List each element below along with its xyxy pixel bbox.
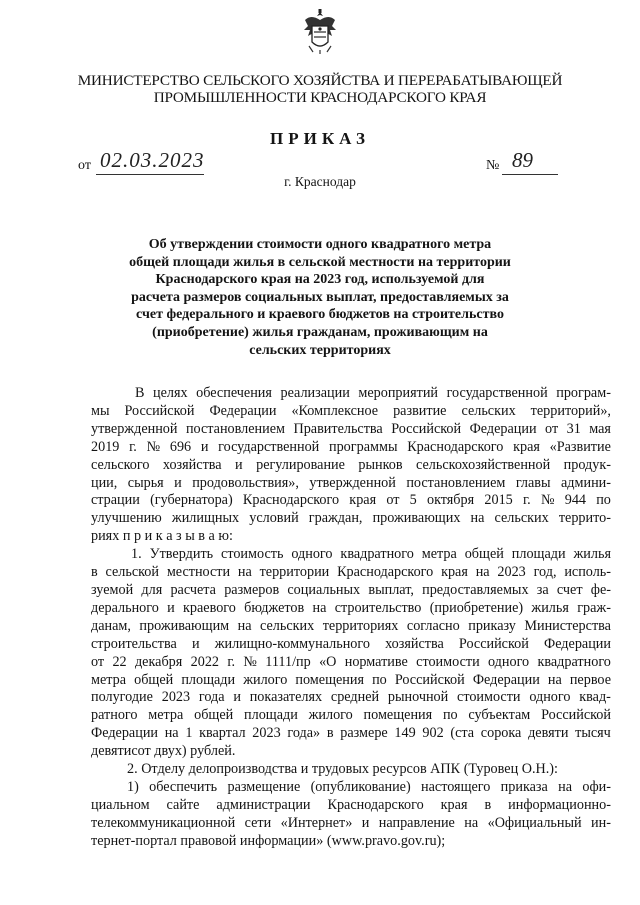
word: исполь- [564,564,611,581]
word: квартал [199,725,246,742]
word: (губернатора) [150,492,233,509]
word: фе- [590,581,611,598]
word: «Официальный [487,814,582,831]
ministry-line-1: МИНИСТЕРСТВО СЕЛЬСКОГО ХОЗЯЙСТВА И ПЕРЕРАБАТЫВАЮЩЕЙ [77,72,563,89]
word: условий [249,510,299,527]
word: в [326,725,334,742]
word: метра [148,707,184,724]
word: размере [340,725,388,742]
word: в [91,564,98,581]
word: жилищно-коммунального [214,635,370,652]
word: расчета [170,581,216,598]
word: хозяйства [385,635,444,652]
word: территорий», [530,402,611,419]
word: проживающих [372,510,461,527]
word: территории [259,564,330,581]
word: «Развитие [549,438,611,455]
word: обеспечить [149,778,218,795]
body-line [91,600,611,618]
subject-line: Краснодарского края на 2023 год, используемой для [155,272,485,288]
word: год, [533,564,557,581]
word: общей [134,671,174,688]
word: площади [244,707,298,724]
word: Утвердить [149,546,214,563]
body-line: тернет-портал правовой информации» (www.pravo.gov.ru); [91,832,446,849]
word: квадратного [537,653,611,670]
word: местности [166,564,231,581]
word: развитие [393,402,447,419]
body-line [91,797,611,815]
word: первое [569,671,611,688]
word: Российской [394,671,465,688]
word: проживающим [139,617,230,634]
word: показателях [249,689,323,706]
word: данам, [91,617,131,634]
order-date: 02.03.2023 [100,148,205,172]
word: стоимости [416,653,480,670]
subject-line: расчета размеров социальных выплат, предоставляемых за [131,289,509,305]
word: в [484,796,492,813]
word: Министерства [524,617,611,634]
word: на [464,814,479,831]
word: сельского [91,456,150,473]
word: Российской [124,402,195,419]
word: и [361,814,370,831]
word: тысяч [575,725,611,742]
word: администрации [216,796,311,813]
word: от [91,653,105,670]
word: дерального [91,599,159,616]
word: граж- [577,599,611,616]
word: полугодие [91,689,153,706]
word: 1111/пр [265,653,311,670]
word: страции [91,492,140,509]
word: 22 [112,653,127,670]
word: края [440,796,468,813]
word: 2022 [190,653,219,670]
word: октября [426,492,475,509]
word: предоставляемых [422,581,529,598]
word: Федерации [469,420,537,437]
word: информационно- [508,796,611,813]
word: декабря [134,653,183,670]
word: «Комплексное [291,402,379,419]
word: на [164,725,179,742]
word: 2015 [484,492,513,509]
word: счет [556,581,583,598]
word: постановлением [406,474,506,491]
word: нормативе [344,653,408,670]
word: на [475,564,490,581]
word: квад- [579,689,611,706]
word: квадратного [340,546,414,563]
word: целях [153,385,188,401]
word: общей [464,546,504,563]
word: для [141,581,163,598]
word: государственной [446,385,548,401]
body-line: девятисот двух) рублей. [91,743,236,760]
word: площади [511,546,566,563]
word: № [540,492,555,509]
body-line [91,707,611,725]
word: главы [515,474,551,491]
word: № [146,438,161,455]
word: на [312,599,327,616]
word: сельских [461,402,516,419]
word: размеров [224,581,280,598]
word: бюджетов [244,599,305,616]
body-line [91,689,611,707]
word: сети [244,814,272,831]
word: сельских [494,510,549,527]
body-line [91,457,611,475]
word: Краснодарского [242,492,340,509]
word: года» [287,725,321,742]
body-line [91,403,611,421]
word: и [200,438,209,455]
word: № [243,653,257,670]
word: одного [488,653,530,670]
word: программы [329,438,398,455]
subject-line: счет федерального и краевого бюджетов на строительство [136,307,504,323]
word: сельской [105,564,159,581]
word: 2019 [91,438,120,455]
body-line [91,582,611,600]
word: офи- [582,778,611,795]
word: территориях [322,617,399,634]
word: стоимость [221,546,284,563]
word: по [442,707,458,724]
word: мы [91,402,110,419]
word: утвержденной [91,420,178,437]
body-line [91,672,611,690]
word: выплат, [368,581,414,598]
word: 1. [131,546,142,563]
word: сырья [127,474,164,491]
word: Краснодарского [327,796,424,813]
body-line [91,725,611,743]
word: 149 [394,725,416,742]
word: В [135,385,145,401]
word: 902 [422,725,444,742]
word: жилого [308,707,353,724]
word: жилья [573,546,611,563]
word: года [198,689,225,706]
word: продук- [563,456,611,473]
word: на [470,510,485,527]
word: програм- [556,385,611,401]
word: Правительства [293,420,383,437]
body-line: 2. Отделу делопроизводства и трудовых ресурсов АПК (Туровец О.Н.): [127,761,558,778]
word: рыночной [387,689,449,706]
order-number: 89 [512,148,533,172]
word: Федерации [472,671,540,688]
word: постановлением [185,420,285,437]
word: девяти [528,725,569,742]
body-line [91,815,611,833]
word: субъектам [468,707,531,724]
word: зуемой [91,581,134,598]
order-body [91,385,611,851]
word: г. [522,492,531,509]
word: приказа [500,778,548,795]
word: Краснодарского [337,564,434,581]
date-prefix: от [78,158,91,173]
word: государственной [218,438,320,455]
word: обеспечения [196,385,272,401]
word: направление [378,814,455,831]
word: на [237,617,252,634]
word: мероприятий [358,385,439,401]
order-subject [120,236,520,359]
subject-line: общей площади жилья в сельской местности на территории [129,254,511,270]
word: граждан, [308,510,363,527]
word: хозяйства [162,456,222,473]
word: Федерации [91,725,159,742]
word: сорока [480,725,522,742]
ministry-name [60,72,580,106]
coat-of-arms-emblem [301,8,339,54]
word: жилищных [171,510,240,527]
word: и [233,689,241,706]
word: строительства [91,635,177,652]
word: «Интернет» [280,814,353,831]
word: админи- [560,474,611,491]
word: края [441,564,468,581]
body-line [91,636,611,654]
word: циальном [91,796,150,813]
word: по [596,492,611,509]
word: мая [589,420,611,437]
word: приказу [468,617,516,634]
word: регулирование [256,456,345,473]
word: площади [181,671,236,688]
word: стоимости [457,689,521,706]
word: жилья [531,599,569,616]
word: сельских [260,617,315,634]
body-line [91,618,611,636]
word: продовольствия», [192,474,299,491]
body-line [91,385,611,403]
word: 696 [169,438,192,455]
word: реализации [280,385,350,401]
word: и [235,456,243,473]
word: Федерации [543,635,611,652]
word: жилого [243,671,288,688]
word: Российской [541,707,611,724]
word: за [536,581,549,598]
word: строительство [334,599,422,616]
word: помещения [295,671,365,688]
word: и [167,599,175,616]
word: 31 [566,420,581,437]
word: ратного [91,707,138,724]
body-line: риях п р и к а з ы в а ю: [91,528,233,545]
subject-line: сельских территориях [249,342,391,358]
word: улучшению [91,510,162,527]
word: «О [319,653,337,670]
word: и [174,474,182,491]
word: г. [227,653,236,670]
word: (ста [450,725,475,742]
body-line [91,654,611,672]
ministry-line-2: ПРОМЫШЛЕННОСТИ КРАСНОДАРСКОГО КРАЯ [153,89,487,106]
word: одного [291,546,333,563]
word: сайте [166,796,200,813]
number-prefix: № [486,158,500,173]
body-line [91,564,611,582]
body-line [91,439,611,457]
word: настоящего [421,778,491,795]
word: (приобретение) [429,599,524,616]
word: Федерации [209,402,277,419]
word: размещение [227,778,301,795]
word: Российской [391,420,462,437]
word: телекоммуникационной [91,814,236,831]
word: краевого [183,599,236,616]
word: на [237,564,252,581]
word: помещения [363,707,433,724]
word: 5 [409,492,417,509]
word: метра [421,546,457,563]
word: одного [529,689,571,706]
word: на [547,671,562,688]
word: рынков [358,456,403,473]
word: от [545,420,559,437]
word: сельскохозяйственной [416,456,551,473]
word: (опубликование) [310,778,411,795]
word: метра [91,671,127,688]
body-line [91,546,611,564]
word: края [349,492,377,509]
word: 2023 [161,689,191,706]
word: общей [194,707,234,724]
word: края [513,438,540,455]
word: социальных [287,581,361,598]
body-line [91,779,611,797]
word: Краснодарского [407,438,504,455]
word: на [558,778,573,795]
word: г. [129,438,137,455]
body-line [91,421,611,439]
city: г. Краснодар [284,174,356,189]
word: и [191,635,200,652]
subject-line: (приобретение) жилья гражданам, проживающим на [152,324,488,340]
word: 2023 [497,564,526,581]
word: по [372,671,387,688]
word: средней [330,689,380,706]
word: ции, [91,474,118,491]
word: 1) [127,778,139,795]
word: от [386,492,400,509]
word: Российской [458,635,529,652]
word: 944 [564,492,586,509]
body-line [91,510,611,528]
word: ин- [591,814,611,831]
subject-line: Об утверждении стоимости одного квадратного метра [148,237,492,252]
word: террито- [558,510,611,527]
word: согласно [406,617,460,634]
body-line [91,492,611,510]
word: 1 [185,725,193,742]
order-title: ПРИКАЗ [270,129,370,148]
body-line [91,475,611,493]
word: 2023 [252,725,281,742]
word: утвержденной [309,474,396,491]
